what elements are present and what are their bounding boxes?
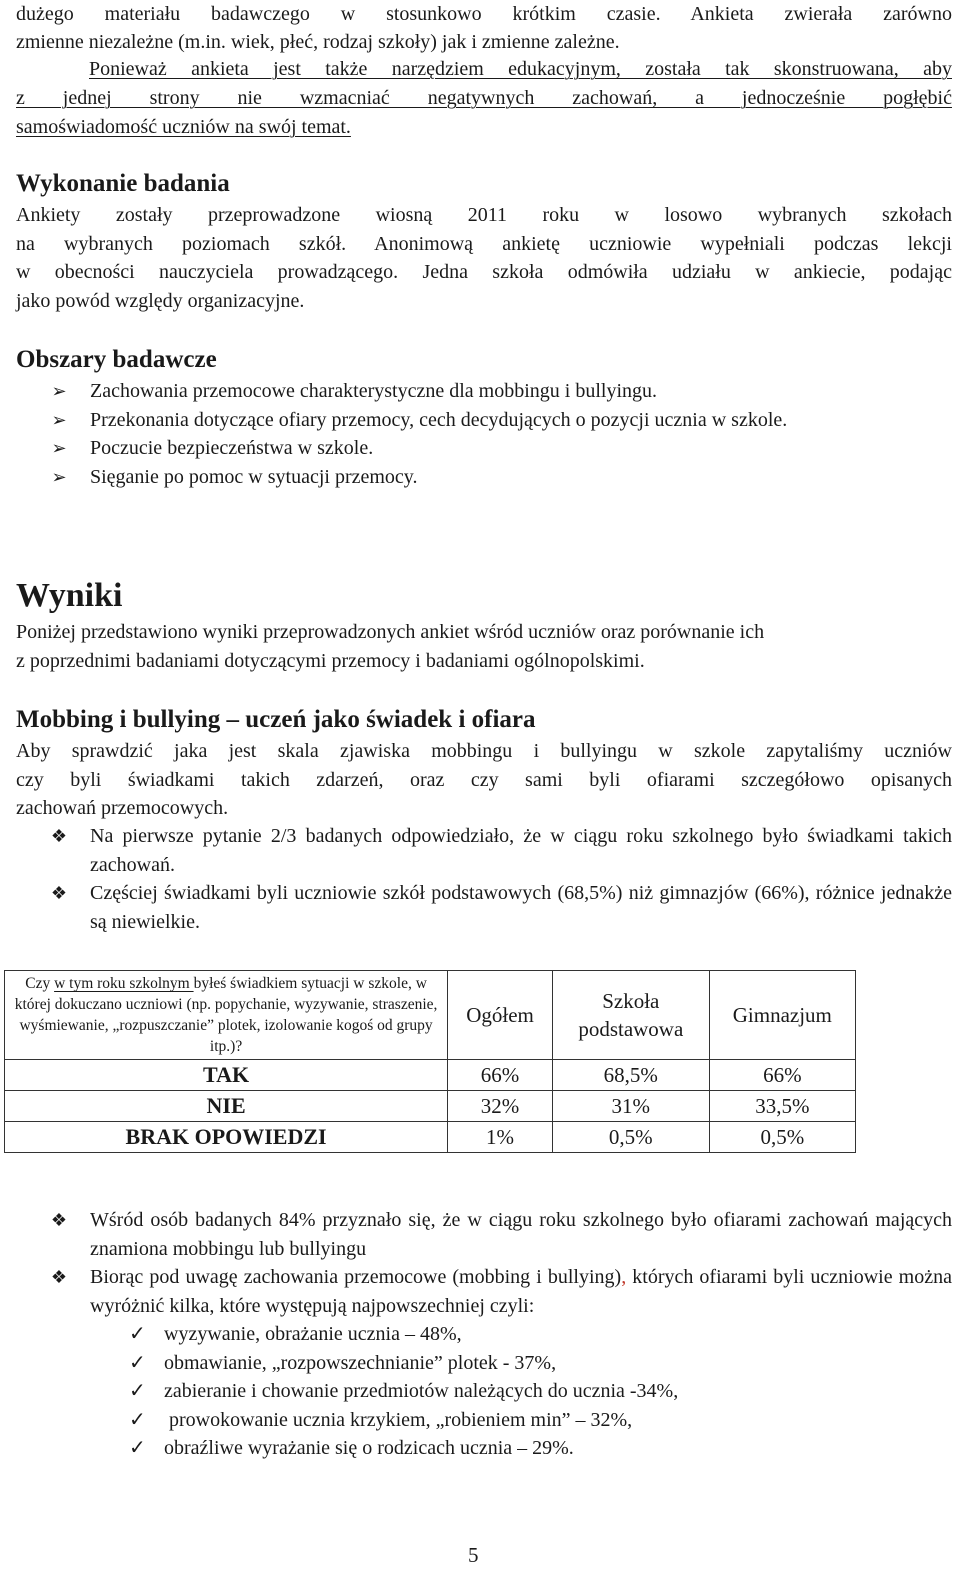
diamond-bullet-icon: ❖ [50, 826, 68, 846]
cell-ogolem: 66% [448, 1060, 553, 1091]
mobbing-line-3: zachowań przemocowych. [16, 797, 229, 819]
wykonanie-line-2: na wybranych poziomach szkół. Anonimową ankietę uczniowie wypełniali podczas lekcji [16, 232, 952, 255]
arrow-bullet-icon: ➢ [51, 438, 67, 458]
check-bullet-icon: ✓ [129, 1437, 146, 1459]
column-header-gimnazjum: Gimnazjum [709, 971, 855, 1060]
section-heading-obszary: Obszary badawcze [16, 346, 217, 373]
check-bullet-icon: ✓ [129, 1351, 146, 1374]
list-item: ✓ wyzywanie, obrażanie ucznia – 48%, [16, 1320, 952, 1349]
list-item: ➢ Przekonania dotyczące ofiary przemocy, cech decydujących o pozycji ucznia w szkole. [16, 406, 896, 435]
arrow-bullet-icon: ➢ [51, 466, 67, 487]
table-row [5, 1122, 856, 1153]
list-item: ➢ Zachowania przemocowe charakterystyczne dla mobbingu i bullyingu. [16, 377, 896, 406]
results-table [4, 970, 856, 1153]
cell-ogolem: 1% [448, 1122, 553, 1153]
check-bullet-icon: ✓ [129, 1323, 146, 1345]
wykonanie-line-3: w obecności nauczyciela prowadzącego. Jedna szkoła odmówiła udziału w ankiecie, podając [16, 261, 952, 283]
intro-line-2: zmienne niezależne (m.in. wiek, płeć, rodzaj szkoły) jak i zmienne zależne. [16, 31, 620, 53]
list-item: ➢ Sięganie po pomoc w sytuacji przemocy. [16, 463, 896, 492]
diamond-bullet-icon: ❖ [50, 1267, 68, 1287]
column-header-ogolem: Ogółem [448, 971, 553, 1060]
section-heading-wyniki: Wyniki [16, 577, 123, 614]
column-header-szkola: Szkoła podstawowa [552, 971, 709, 1060]
diamond-bullet-icon: ❖ [50, 1210, 68, 1230]
list-item: ❖ Biorąc pod uwagę zachowania przemocowe (mobbing i bullying), których ofiarami byli uczniowie można wyróżnić kilka, które występują najpowszechniej czyli: [16, 1263, 952, 1320]
list-item: ✓ zabieranie i chowanie przedmiotów należących do ucznia -34%, [16, 1377, 952, 1406]
wykonanie-paragraph [16, 201, 952, 315]
row-label: NIE [5, 1091, 448, 1122]
mobbing-line-1: Aby sprawdzić jaka jest skala zjawiska mobbingu i bullyingu w szkole zapytaliśmy uczniów [16, 740, 952, 762]
victim-points [16, 1206, 952, 1320]
cell-szkola: 0,5% [552, 1122, 709, 1153]
table-header-row [5, 971, 856, 1060]
behaviour-list [16, 1320, 952, 1463]
intro-paragraph [16, 0, 952, 138]
table-row [5, 1060, 856, 1091]
cell-gimnazjum: 66% [709, 1060, 855, 1091]
table-row [5, 1091, 856, 1122]
intro-line-4: z jednej strony nie wzmacniać negatywnych zachowań, a jednocześnie pogłębić [16, 87, 952, 109]
list-item: ✓ obraźliwe wyrażanie się o rodzicach ucznia – 29%. [16, 1434, 952, 1463]
intro-line-5: samoświadomość uczniów na swój temat. [16, 116, 351, 138]
arrow-bullet-icon: ➢ [51, 381, 67, 401]
obszary-list [16, 377, 896, 491]
mobbing-line-2: czy byli świadkami takich zdarzeń, oraz czy sami byli ofiarami szczegółowo opisanych [16, 768, 952, 791]
section-heading-wykonanie: Wykonanie badania [16, 170, 230, 197]
list-item: ✓ obmawianie, „rozpowszechnianie” plotek - 37%, [16, 1349, 952, 1378]
wykonanie-line-4: jako powód względy organizacyjne. [16, 289, 305, 312]
check-bullet-icon: ✓ [129, 1408, 146, 1431]
list-item: ✓ prowokowanie ucznia krzykiem, „robieniem min” – 32%, [16, 1406, 952, 1435]
table-question-cell: Czy w tym roku szkolnym byłeś świadkiem sytuacji w szkole, w której dokuczano uczniowi (np. popychanie, wyzywanie, straszenie, wyśmiewanie, „rozpuszczanie” plotek, izolowanie kogoś od grupy itp.)? [5, 971, 448, 1060]
intro-line-3: Ponieważ ankieta jest także narzędziem edukacyjnym, została tak skonstruowana, aby [89, 58, 952, 80]
cell-szkola: 68,5% [552, 1060, 709, 1091]
section-heading-mobbing: Mobbing i bullying – uczeń jako świadek i ofiara [16, 706, 536, 733]
row-label: TAK [5, 1060, 448, 1091]
mobbing-points [16, 822, 952, 936]
list-item: ❖ Częściej świadkami byli uczniowie szkół podstawowych (68,5%) niż gimnazjów (66%), różnice jednakże są niewielkie. [16, 879, 952, 936]
cell-gimnazjum: 33,5% [709, 1091, 855, 1122]
wyniki-line-2: z poprzednimi badaniami dotyczącymi przemocy i badaniami ogólnopolskimi. [16, 649, 645, 672]
diamond-bullet-icon: ❖ [50, 883, 68, 903]
check-bullet-icon: ✓ [129, 1380, 146, 1402]
wyniki-line-1: Poniżej przedstawiono wyniki przeprowadzonych ankiet wśród uczniów oraz porównanie ich [16, 621, 765, 643]
mobbing-paragraph [16, 737, 952, 823]
wyniki-paragraph [16, 618, 952, 675]
intro-line-1: dużego materiału badawczego w stosunkowo krótkim czasie. Ankieta zwierała zarówno [16, 3, 952, 25]
cell-ogolem: 32% [448, 1091, 553, 1122]
list-item: ❖ Wśród osób badanych 84% przyznało się, że w ciągu roku szkolnego było ofiarami zachowań mających znamiona mobbingu lub bullyingu [16, 1206, 952, 1263]
cell-gimnazjum: 0,5% [709, 1122, 855, 1153]
list-item: ➢ Poczucie bezpieczeństwa w szkole. [16, 434, 896, 463]
list-item: ❖ Na pierwsze pytanie 2/3 badanych odpowiedziało, że w ciągu roku szkolnego było świadkami takich zachowań. [16, 822, 952, 879]
cell-szkola: 31% [552, 1091, 709, 1122]
row-label: BRAK OPOWIEDZI [5, 1122, 448, 1153]
wykonanie-line-1: Ankiety zostały przeprowadzone wiosną 2011 roku w losowo wybranych szkołach [16, 204, 952, 226]
page-number: 5 [468, 1543, 479, 1567]
arrow-bullet-icon: ➢ [51, 409, 67, 430]
